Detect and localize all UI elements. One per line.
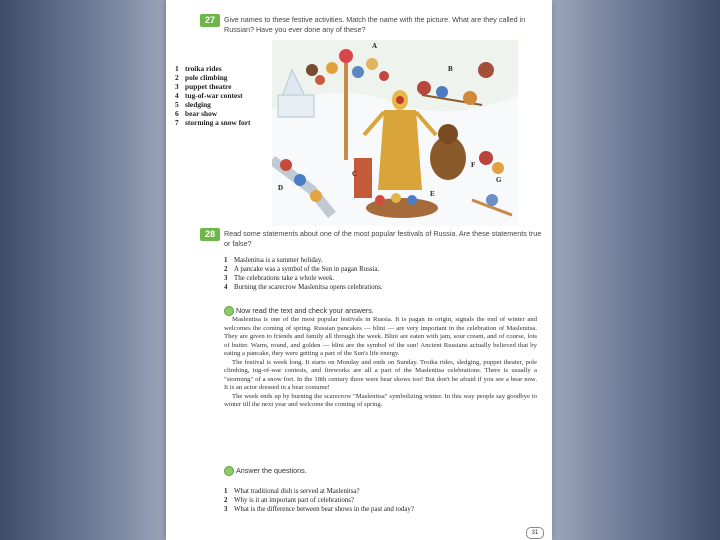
- list-item: 4 Burning the scarecrow Maslenitsa opens celebrations.: [224, 284, 383, 291]
- picture-label-f: F: [471, 161, 476, 169]
- right-frame: [554, 0, 720, 540]
- activity-list: [175, 64, 250, 127]
- list-item: 3 The celebrations take a whole week.: [224, 275, 335, 282]
- picture-label-g: G: [496, 176, 502, 184]
- list-item: 2 pole climbing: [175, 73, 228, 82]
- list-item: 3 puppet theatre: [175, 82, 232, 91]
- picture-label-b: B: [448, 65, 453, 73]
- check-bullet-icon: [224, 306, 234, 316]
- list-item: 2 A pancake was a symbol of the Sun in pagan Russia.: [224, 266, 380, 273]
- picture-label-c: C: [352, 170, 358, 178]
- exercise-28-instruction: Read some statements about one of the most popular festivals of Russia. Are these statements true or false?: [224, 229, 542, 248]
- picture-label-d: D: [278, 184, 284, 192]
- answer-instruction: Answer the questions.: [236, 466, 307, 475]
- picture-label-e: E: [430, 190, 435, 198]
- textbook-page: [166, 0, 552, 540]
- exercise-27-instruction: Give names to these festive activities. Match the name with the picture. What are they called in Russian? Have you ever done any of these?: [224, 15, 526, 34]
- list-item: 1 What traditional dish is served at Maslenitsa?: [224, 488, 360, 495]
- list-item: 1 Maslenitsa is a summer holiday.: [224, 257, 323, 264]
- list-item: 2 Why is it an important part of celebrations?: [224, 497, 354, 504]
- list-item: 5 sledging: [175, 100, 211, 109]
- exercise-28-number: 28: [200, 228, 220, 241]
- maslenitsa-text: [224, 316, 537, 410]
- exercise-27-number: 27: [200, 14, 220, 27]
- statement-list: [224, 256, 383, 292]
- paragraph: Maslenitsa is one of the most popular festivals in Russia. It is pagan in origin, signals the end of winter and welcomes the coming of spring. Russian pancakes — blini — are very important in the celebration of Maslenitsa. They are given to friends and family all through the week. Blini are eaten with jam, sour cream, and of course, lots of butter. Warm, round, and golden — blini are the symbol of the sun! Ancient Russians actually believed that by eating a pancake, they were getting a part of the Sun's life energy.: [224, 316, 537, 358]
- list-item: 6 bear show: [175, 109, 218, 118]
- festival-scene-image: [272, 40, 518, 226]
- question-list: [224, 487, 414, 514]
- paragraph: The week ends up by burning the scarecrow "Maslenitsa" symbolizing winter. In this way people say goodbye to winter till the next year and welcome the coming of spring.: [224, 392, 537, 409]
- left-frame: [0, 0, 166, 540]
- page-number: 31: [526, 527, 544, 539]
- list-item: 4 tug-of-war contest: [175, 91, 243, 100]
- list-item: 1 troika rides: [175, 64, 222, 73]
- picture-label-a: A: [372, 42, 378, 50]
- maslenitsa-illustration: [272, 40, 518, 226]
- list-item: 7 storming a snow fort: [175, 118, 251, 127]
- answer-bullet-icon: [224, 466, 234, 476]
- paragraph: The festival is week long. It starts on Monday and ends on Sunday. Troika rides, sledging, puppet theater, pole climbing, tug-of-war contests, and fireworks are all a part of the Maslenitsa celebrations. There is usually a "storming" of a snow fort. In the 18th century there were bear shows too! But don't be afraid if you see a bear now. It is an actor dressed in a bear costume!: [224, 358, 537, 392]
- check-instruction: Now read the text and check your answers.: [236, 306, 374, 315]
- list-item: 3 What is the difference between bear shows in the past and today?: [224, 506, 414, 513]
